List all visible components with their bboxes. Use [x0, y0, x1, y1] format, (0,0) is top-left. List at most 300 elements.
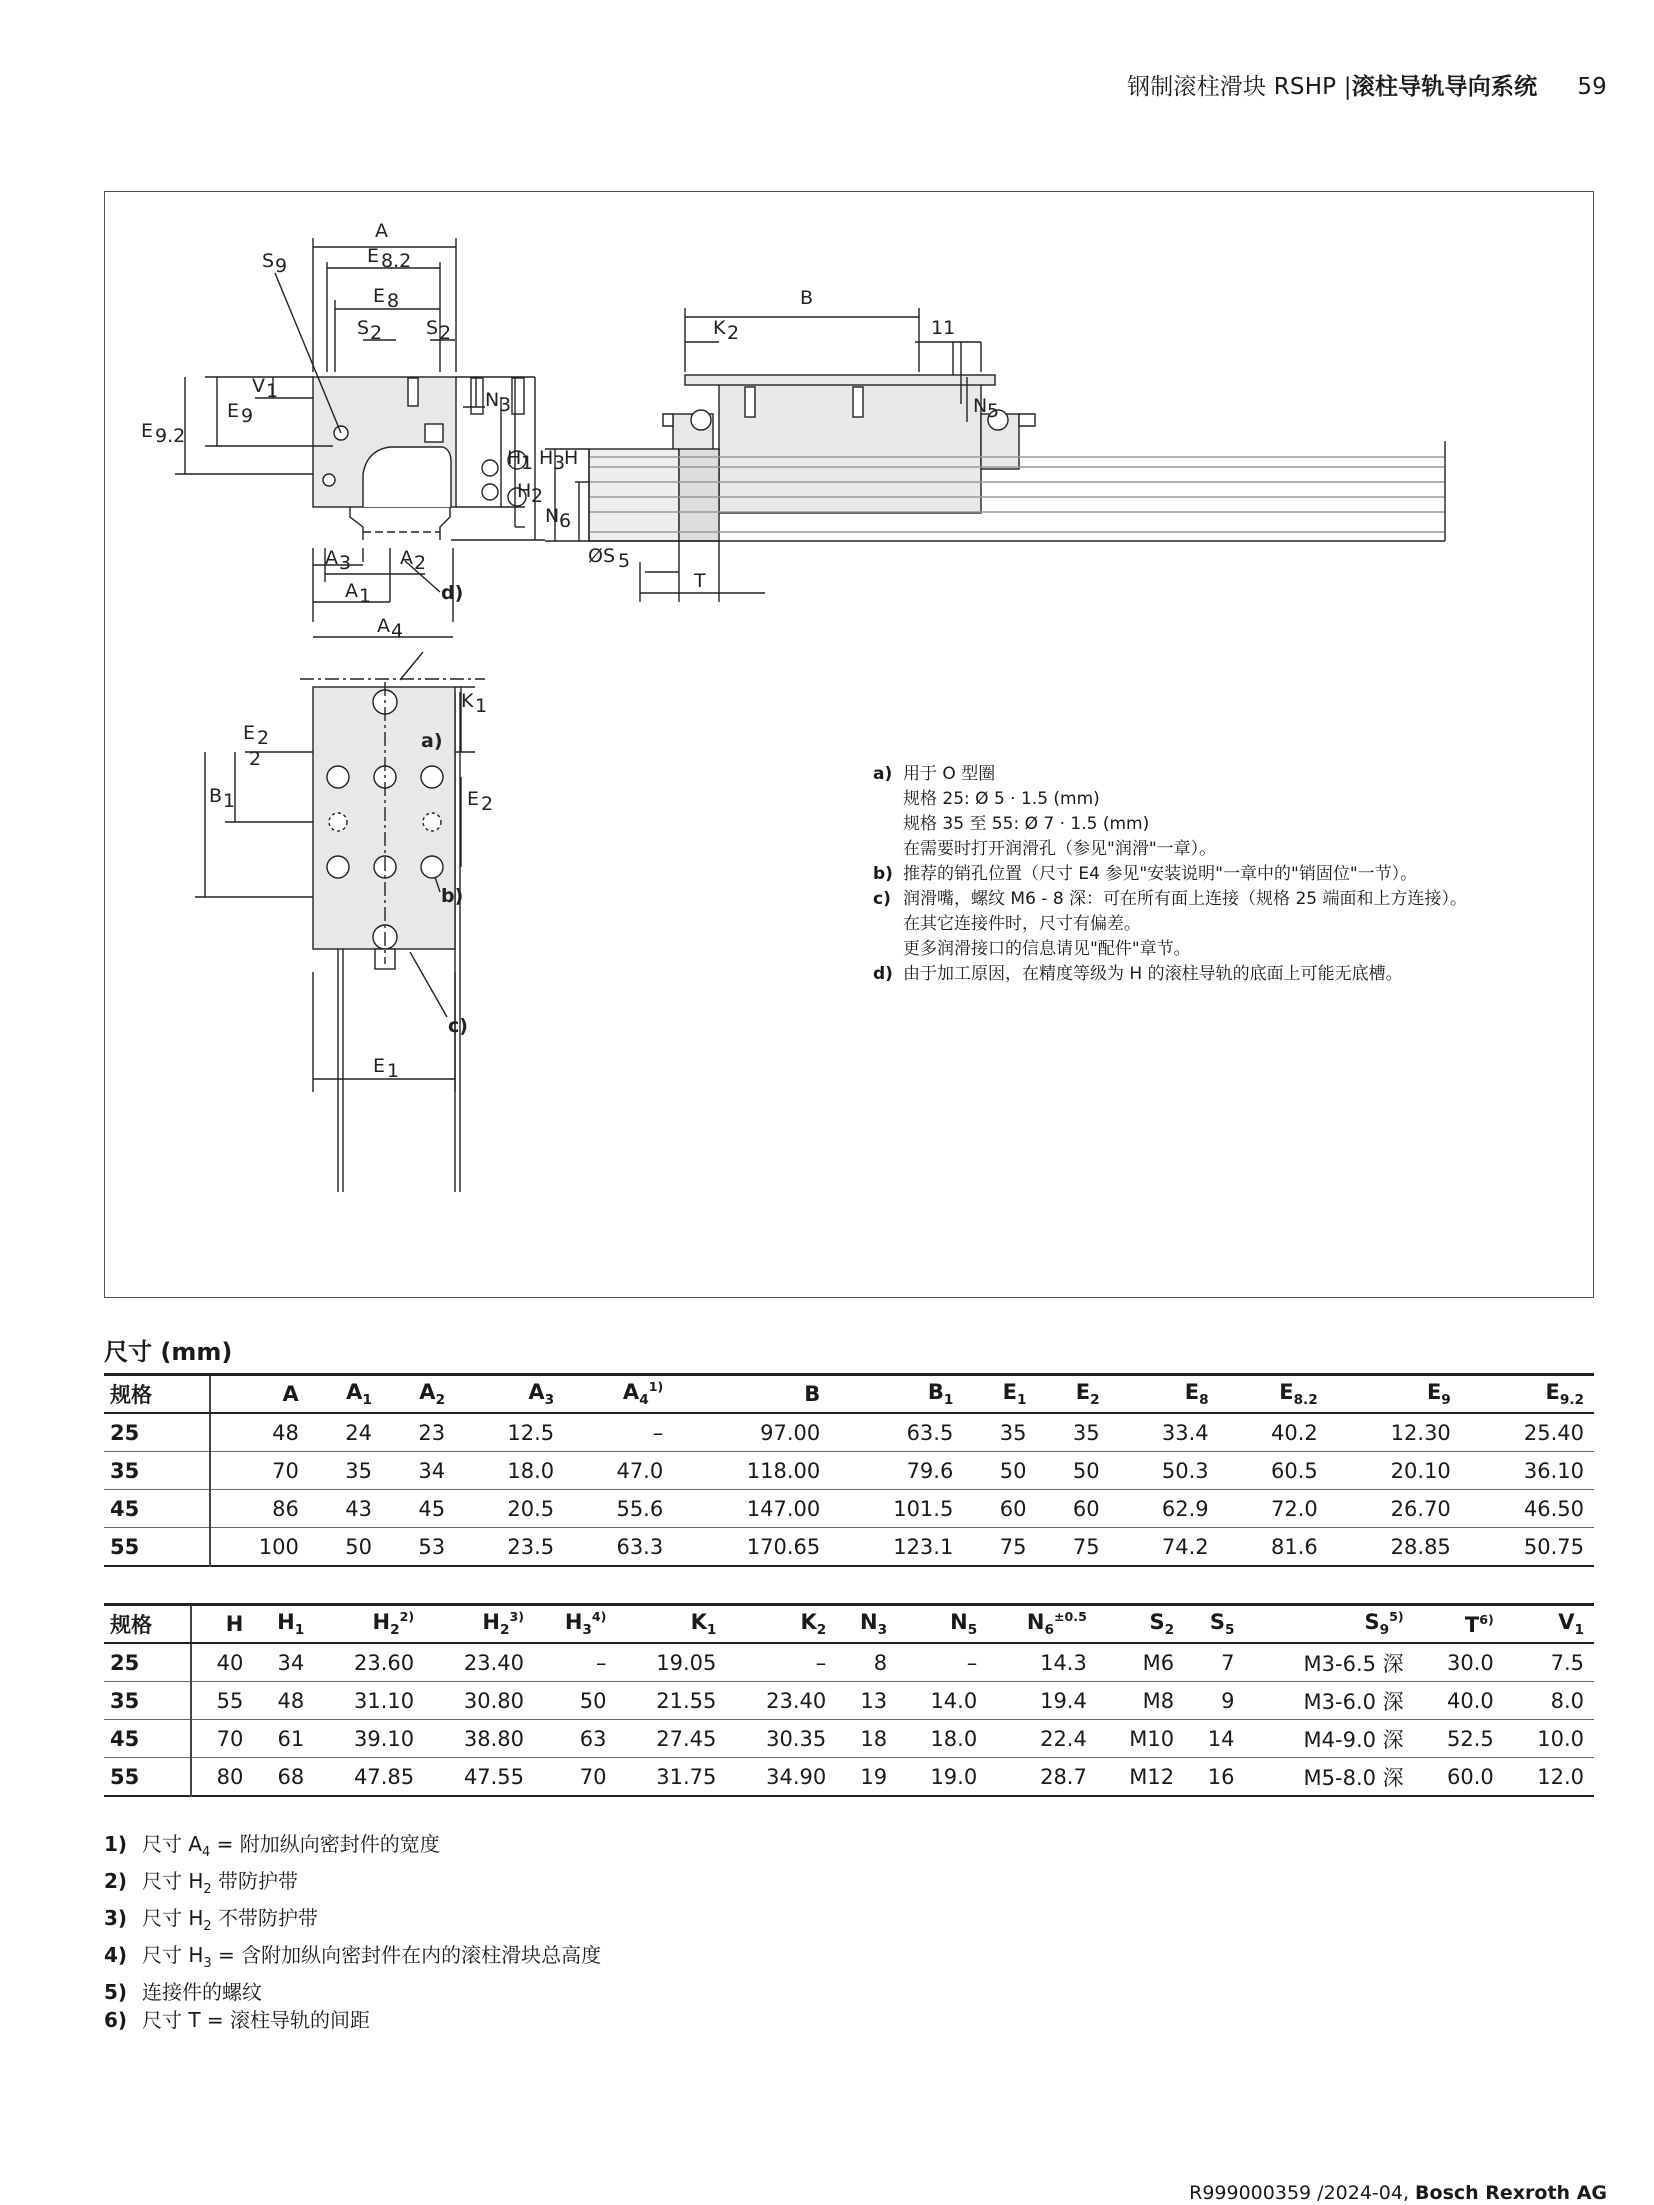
table-cell: 35	[309, 1452, 382, 1490]
header-sub: 1	[1016, 1392, 1027, 1409]
table-cell: 19.05	[616, 1643, 726, 1682]
header-text: T	[1464, 1612, 1480, 1637]
table-cell: 13	[836, 1682, 897, 1720]
note-line: 规格 35 至 55: Ø 7 · 1.5 (mm)	[903, 814, 1150, 834]
header-sup: 5)	[1389, 1609, 1404, 1625]
table-cell: 35	[1036, 1413, 1109, 1452]
table-cell: 40.0	[1414, 1682, 1504, 1720]
table-cell: 52.5	[1414, 1720, 1504, 1758]
table-cell: 18	[836, 1720, 897, 1758]
label-N3: N	[485, 389, 500, 411]
table-cell: 63.3	[564, 1528, 673, 1567]
note-line: 在其它连接件时，尺寸有偏差。	[903, 914, 1141, 934]
header-text: 规格	[110, 1613, 152, 1637]
label-E2-half-sub: 2	[257, 727, 270, 749]
table-cell: 48	[253, 1682, 314, 1720]
table-cell: 30.0	[1414, 1643, 1504, 1682]
label-a: a)	[421, 730, 443, 752]
header-text: S	[1149, 1609, 1165, 1634]
label-H2: H	[517, 480, 532, 502]
label-S2-right-sub: 2	[439, 322, 452, 344]
table-cell: M4-9.0 深	[1244, 1720, 1413, 1758]
header-sup: 4)	[591, 1609, 607, 1625]
table-cell: 45	[382, 1490, 455, 1528]
table-cell: 28.7	[987, 1758, 1097, 1797]
footnote-pre: 尺寸 A	[142, 1832, 203, 1856]
label-N6: N	[545, 505, 560, 527]
header-sub: 2	[499, 1622, 510, 1639]
table-cell: 23.40	[424, 1643, 534, 1682]
label-T: T	[694, 570, 706, 592]
footnote-key: 6)	[104, 2008, 128, 2032]
header-text: A	[282, 1382, 299, 1406]
header-sub: 1	[943, 1392, 954, 1409]
label-S5: ØS	[588, 545, 616, 567]
footnote-item	[104, 1867, 601, 1904]
table-cell: 70	[191, 1720, 253, 1758]
table-cell: 35	[104, 1452, 210, 1490]
footnote-post: 带防护带	[211, 1869, 299, 1893]
footnote-text	[142, 1830, 440, 1867]
table-cell: 20.5	[455, 1490, 564, 1528]
label-K1: K	[461, 690, 474, 712]
note-item	[873, 887, 1467, 962]
table-cell: 74.2	[1110, 1528, 1219, 1567]
header-text: V	[1558, 1609, 1575, 1634]
table-cell: 39.10	[314, 1720, 424, 1758]
technical-drawing	[105, 192, 1595, 1299]
table-cell: 18.0	[897, 1720, 987, 1758]
table-cell: 30.35	[726, 1720, 836, 1758]
note-line: 用于 O 型圈	[903, 764, 996, 784]
label-E2-sub: 2	[481, 793, 494, 815]
header-sub: 2	[1164, 1622, 1175, 1639]
table-cell: 9	[1184, 1682, 1244, 1720]
header-text: A	[346, 1379, 363, 1404]
footnote-item	[104, 1941, 601, 1978]
table-cell: 14	[1184, 1720, 1244, 1758]
table-row	[104, 1643, 1594, 1682]
table-cell: 26.70	[1328, 1490, 1461, 1528]
header-section: 滚柱导轨导向系统	[1351, 74, 1538, 100]
note-item	[873, 762, 1467, 862]
note-line: 在需要时打开润滑孔（参见"润滑"一章）。	[903, 839, 1217, 859]
table-row	[104, 1758, 1594, 1797]
note-text	[903, 762, 1216, 862]
table-cell: 47.0	[564, 1452, 673, 1490]
table-cell: 7.5	[1504, 1643, 1594, 1682]
label-E1: E	[373, 1055, 386, 1077]
label-A: A	[375, 220, 388, 242]
table-cell: 27.45	[616, 1720, 726, 1758]
column-header	[987, 1605, 1097, 1644]
label-H: H	[564, 447, 579, 469]
dimensions-table-2	[104, 1603, 1594, 1797]
footnote-text	[142, 1904, 318, 1941]
header-sub: 2	[1090, 1392, 1100, 1409]
header-sup: 1)	[648, 1379, 664, 1395]
front-view	[175, 238, 545, 637]
footnote-sub: 2	[203, 1919, 212, 1934]
table-cell: 63.5	[830, 1413, 963, 1452]
header-text: A	[528, 1379, 545, 1404]
footnote-key: 3)	[104, 1906, 128, 1930]
column-header	[309, 1375, 382, 1414]
header-text: E	[1075, 1379, 1091, 1404]
table-cell: 8.0	[1504, 1682, 1594, 1720]
header-text: H	[277, 1609, 295, 1634]
label-S2-left-sub: 2	[370, 322, 383, 344]
table-row	[104, 1720, 1594, 1758]
label-d: d)	[441, 582, 464, 604]
note-line: 润滑嘴，螺纹 M6 - 8 深：可在所有面上连接（规格 25 端面和上方连接）。	[903, 889, 1467, 909]
label-E1-sub: 1	[387, 1060, 400, 1082]
table-cell: 33.4	[1110, 1413, 1219, 1452]
table-cell: 20.10	[1328, 1452, 1461, 1490]
column-header	[191, 1605, 253, 1644]
footnote-pre: 尺寸 H	[142, 1943, 204, 1967]
table-cell: 34	[253, 1643, 314, 1682]
label-H3: H	[539, 447, 554, 469]
column-header	[104, 1375, 210, 1414]
column-header	[253, 1605, 314, 1644]
table-cell: 12.30	[1328, 1413, 1461, 1452]
label-E9-sub: 9	[241, 405, 254, 427]
table-cell: 62.9	[1110, 1490, 1219, 1528]
header-text: E	[1184, 1379, 1200, 1404]
label-A2-sub: 2	[414, 552, 427, 574]
header-text: A	[622, 1380, 640, 1405]
column-header	[1244, 1605, 1413, 1644]
table-cell: 7	[1184, 1643, 1244, 1682]
footnote-item	[104, 2006, 601, 2034]
table-cell: 31.75	[616, 1758, 726, 1797]
table-cell: 34	[382, 1452, 455, 1490]
table-cell: 100	[210, 1528, 309, 1567]
table-cell: 40	[191, 1643, 253, 1682]
footnote-pre: 连接件的螺纹	[142, 1980, 262, 2004]
label-E2: E	[467, 788, 480, 810]
column-header	[424, 1605, 534, 1644]
label-b: b)	[441, 885, 464, 907]
label-A2: A	[400, 547, 413, 569]
table-cell: M8	[1097, 1682, 1184, 1720]
header-text: B	[927, 1379, 944, 1404]
header-text: H	[482, 1610, 500, 1635]
label-E8-2: E	[367, 245, 380, 267]
header-text: K	[800, 1609, 817, 1634]
label-B1: B	[209, 785, 223, 807]
header-title: 钢制滚柱滑块 RSHP |	[1127, 74, 1352, 100]
header-sub: 8.2	[1293, 1392, 1318, 1409]
table-cell: 60	[963, 1490, 1036, 1528]
table-cell: 55.6	[564, 1490, 673, 1528]
header-sub: 2	[816, 1622, 827, 1639]
header-sup: ±0.5	[1053, 1609, 1087, 1625]
table-cell: 81.6	[1219, 1528, 1328, 1567]
header-sup: 6)	[1479, 1611, 1494, 1627]
table-cell: 50	[534, 1682, 616, 1720]
footnote-key: 2)	[104, 1869, 128, 1893]
table-cell: M3-6.0 深	[1244, 1682, 1413, 1720]
table-cell: 170.65	[673, 1528, 830, 1567]
label-E8-2-sub: 8.2	[381, 250, 412, 272]
footnote-sub: 3	[203, 1956, 212, 1971]
note-line: 由于加工原因，在精度等级为 H 的滚柱导轨的底面上可能无底槽。	[903, 964, 1403, 984]
column-header	[1184, 1605, 1244, 1644]
label-A1: A	[345, 580, 358, 602]
label-H1: H	[507, 447, 522, 469]
table-cell: 31.10	[314, 1682, 424, 1720]
table-cell: 12.5	[455, 1413, 564, 1452]
table-row	[104, 1528, 1594, 1567]
table-cell: 55	[191, 1682, 253, 1720]
label-S9: S	[262, 250, 275, 272]
label-A4: A	[377, 615, 390, 637]
table-cell: 14.3	[987, 1643, 1097, 1682]
company-name: Bosch Rexroth AG	[1415, 2182, 1607, 2204]
footnote-pre: 尺寸 T = 滚柱导轨的间距	[142, 2008, 371, 2032]
table-cell: 23.60	[314, 1643, 424, 1682]
table-cell: M12	[1097, 1758, 1184, 1797]
table-cell: 12.0	[1504, 1758, 1594, 1797]
table-cell: M10	[1097, 1720, 1184, 1758]
label-S2-right: S	[426, 317, 439, 339]
table-cell: 16	[1184, 1758, 1244, 1797]
table-row	[104, 1490, 1594, 1528]
table-cell: 34.90	[726, 1758, 836, 1797]
header-text: E	[1545, 1379, 1560, 1404]
header-sup: 2)	[399, 1609, 415, 1625]
table-cell: 19	[836, 1758, 897, 1797]
page-header	[1127, 68, 1607, 101]
column-header	[314, 1605, 424, 1644]
header-text: K	[690, 1609, 707, 1634]
table-cell: 28.85	[1328, 1528, 1461, 1567]
label-K2: K	[713, 317, 726, 339]
table-cell: 25	[104, 1413, 210, 1452]
table-cell: 30.80	[424, 1682, 534, 1720]
table-cell: 45	[104, 1490, 210, 1528]
table-cell: 36.10	[1461, 1452, 1594, 1490]
table-cell: 53	[382, 1528, 455, 1567]
table-cell: 43	[309, 1490, 382, 1528]
label-S5-sub: 5	[618, 550, 631, 572]
column-header	[616, 1605, 726, 1644]
table-cell: 61	[253, 1720, 314, 1758]
column-header	[1097, 1605, 1184, 1644]
note-key: c)	[873, 889, 891, 909]
header-sub: 3	[877, 1622, 888, 1639]
table-cell: 60	[1036, 1490, 1109, 1528]
table-cell: 10.0	[1504, 1720, 1594, 1758]
column-header	[830, 1375, 963, 1414]
table-cell: 19.4	[987, 1682, 1097, 1720]
table-cell: 68	[253, 1758, 314, 1797]
table-cell: M5-8.0 深	[1244, 1758, 1413, 1797]
header-sub: 5	[967, 1622, 978, 1639]
note-key: b)	[873, 864, 893, 884]
note-key: a)	[873, 764, 893, 784]
note-item	[873, 962, 1467, 987]
table-cell: 22.4	[987, 1720, 1097, 1758]
table-cell: 50	[1036, 1452, 1109, 1490]
column-header	[836, 1605, 897, 1644]
table-cell: 35	[104, 1682, 191, 1720]
header-sub: 1	[362, 1392, 372, 1409]
table-cell: 55	[104, 1758, 191, 1797]
header-text: N	[860, 1609, 878, 1634]
table-cell: 60.0	[1414, 1758, 1504, 1797]
label-B1-sub: 1	[223, 790, 236, 812]
label-E8: E	[373, 285, 386, 307]
table-cell: 25	[104, 1643, 191, 1682]
header-sup: 3)	[509, 1609, 525, 1625]
header-sub: 8	[1199, 1392, 1209, 1409]
column-header	[382, 1375, 455, 1414]
header-text: 规格	[110, 1383, 152, 1407]
footnote-text	[142, 1978, 262, 2006]
label-c: c)	[448, 1015, 468, 1037]
column-header	[726, 1605, 836, 1644]
table-cell: 50	[963, 1452, 1036, 1490]
table-cell: 50.75	[1461, 1528, 1594, 1567]
table-cell: 48	[210, 1413, 309, 1452]
footnote-post: = 含附加纵向密封件在内的滚柱滑块总高度	[211, 1943, 602, 1967]
header-sub: 2	[435, 1392, 446, 1409]
footnote-key: 4)	[104, 1943, 128, 1967]
column-header	[673, 1375, 830, 1414]
footnote-post: 不带防护带	[211, 1906, 319, 1930]
header-text: A	[419, 1379, 436, 1404]
table-cell: –	[897, 1643, 987, 1682]
side-view	[545, 308, 1445, 602]
column-header	[1110, 1375, 1219, 1414]
footnote-sub: 2	[203, 1882, 212, 1897]
header-sub: 9	[1379, 1622, 1390, 1639]
label-A4-sub: 4	[391, 620, 404, 642]
label-N3-sub: 3	[499, 394, 512, 416]
label-H3-sub: 3	[553, 452, 566, 474]
table-cell: 79.6	[830, 1452, 963, 1490]
table-cell: 86	[210, 1490, 309, 1528]
note-line: 规格 25: Ø 5 · 1.5 (mm)	[903, 789, 1100, 809]
doc-number: R999000359 /2024-04,	[1189, 2182, 1416, 2204]
column-header	[1328, 1375, 1461, 1414]
table-cell: 46.50	[1461, 1490, 1594, 1528]
table-cell: 147.00	[673, 1490, 830, 1528]
header-sub: 6	[1044, 1622, 1054, 1639]
table-cell: 80	[191, 1758, 253, 1797]
table-cell: 35	[963, 1413, 1036, 1452]
table-row	[104, 1452, 1594, 1490]
label-11: 11	[931, 317, 956, 339]
note-key: d)	[873, 964, 893, 984]
header-text: H	[564, 1610, 583, 1635]
footnote-text	[142, 1867, 298, 1904]
table-cell: 8	[836, 1643, 897, 1682]
table-cell: 18.0	[455, 1452, 564, 1490]
label-N5-sub: 5	[987, 400, 1000, 422]
footnote-pre: 尺寸 H	[142, 1906, 204, 1930]
footnote-pre: 尺寸 H	[142, 1869, 204, 1893]
footnote-key: 5)	[104, 1980, 128, 2004]
header-sub: 3	[582, 1622, 592, 1639]
note-line: 更多润滑接口的信息请见"配件"章节。	[903, 939, 1191, 959]
header-sub: 4	[639, 1392, 649, 1409]
table-cell: 21.55	[616, 1682, 726, 1720]
table-cell: 55	[104, 1528, 210, 1567]
header-sub: 5	[1224, 1622, 1235, 1639]
header-sub: 9	[1441, 1392, 1451, 1409]
header-text: H	[225, 1612, 244, 1636]
header-sub: 1	[294, 1622, 305, 1639]
label-H1-sub: 1	[521, 452, 534, 474]
table-cell: –	[534, 1643, 616, 1682]
column-header	[455, 1375, 564, 1414]
dimensions-title: 尺寸 (mm)	[104, 1338, 233, 1366]
label-two: 2	[249, 748, 262, 770]
footnote-text	[142, 1941, 601, 1978]
footnote-item	[104, 1904, 601, 1941]
table-cell: M6	[1097, 1643, 1184, 1682]
table-cell: 123.1	[830, 1528, 963, 1567]
table-cell: 19.0	[897, 1758, 987, 1797]
table-header-row	[104, 1605, 1594, 1644]
table-cell: 118.00	[673, 1452, 830, 1490]
header-sub: 2	[390, 1622, 400, 1639]
column-header	[1461, 1375, 1594, 1414]
table-cell: 63	[534, 1720, 616, 1758]
note-text	[903, 962, 1403, 987]
footnote-key: 1)	[104, 1832, 128, 1856]
label-E2-half: E	[243, 722, 256, 744]
page-footer	[1189, 2182, 1607, 2204]
table-cell: 75	[963, 1528, 1036, 1567]
footnote-item	[104, 1978, 601, 2006]
column-header	[564, 1375, 673, 1414]
footnote-text	[142, 2006, 370, 2034]
table-cell: 60.5	[1219, 1452, 1328, 1490]
header-text: H	[372, 1610, 391, 1635]
footnote-post: = 附加纵向密封件的宽度	[210, 1832, 440, 1856]
table-cell: 97.00	[673, 1413, 830, 1452]
header-sub: 9.2	[1559, 1392, 1584, 1409]
label-N5: N	[973, 395, 988, 417]
table-cell: 45	[104, 1720, 191, 1758]
table-cell: 70	[210, 1452, 309, 1490]
table-cell: 72.0	[1219, 1490, 1328, 1528]
label-B: B	[800, 287, 814, 309]
drawing-frame	[104, 191, 1594, 1298]
note-line: 推荐的销孔位置（尺寸 E4 参见"安装说明"一章中的"销固位"一节）。	[903, 864, 1418, 884]
label-E9: E	[227, 400, 240, 422]
column-header	[210, 1375, 309, 1414]
label-H2-sub: 2	[531, 485, 544, 507]
table-cell: –	[564, 1413, 673, 1452]
table-cell: –	[726, 1643, 836, 1682]
label-V1: V	[252, 375, 265, 397]
table-cell: 50	[309, 1528, 382, 1567]
header-sub: 1	[706, 1622, 717, 1639]
label-A3-sub: 3	[339, 552, 352, 574]
table-cell: 40.2	[1219, 1413, 1328, 1452]
table-cell: 25.40	[1461, 1413, 1594, 1452]
header-sub: 1	[1574, 1622, 1584, 1639]
column-header	[963, 1375, 1036, 1414]
label-S2-left: S	[357, 317, 370, 339]
header-text: S	[1209, 1609, 1225, 1634]
